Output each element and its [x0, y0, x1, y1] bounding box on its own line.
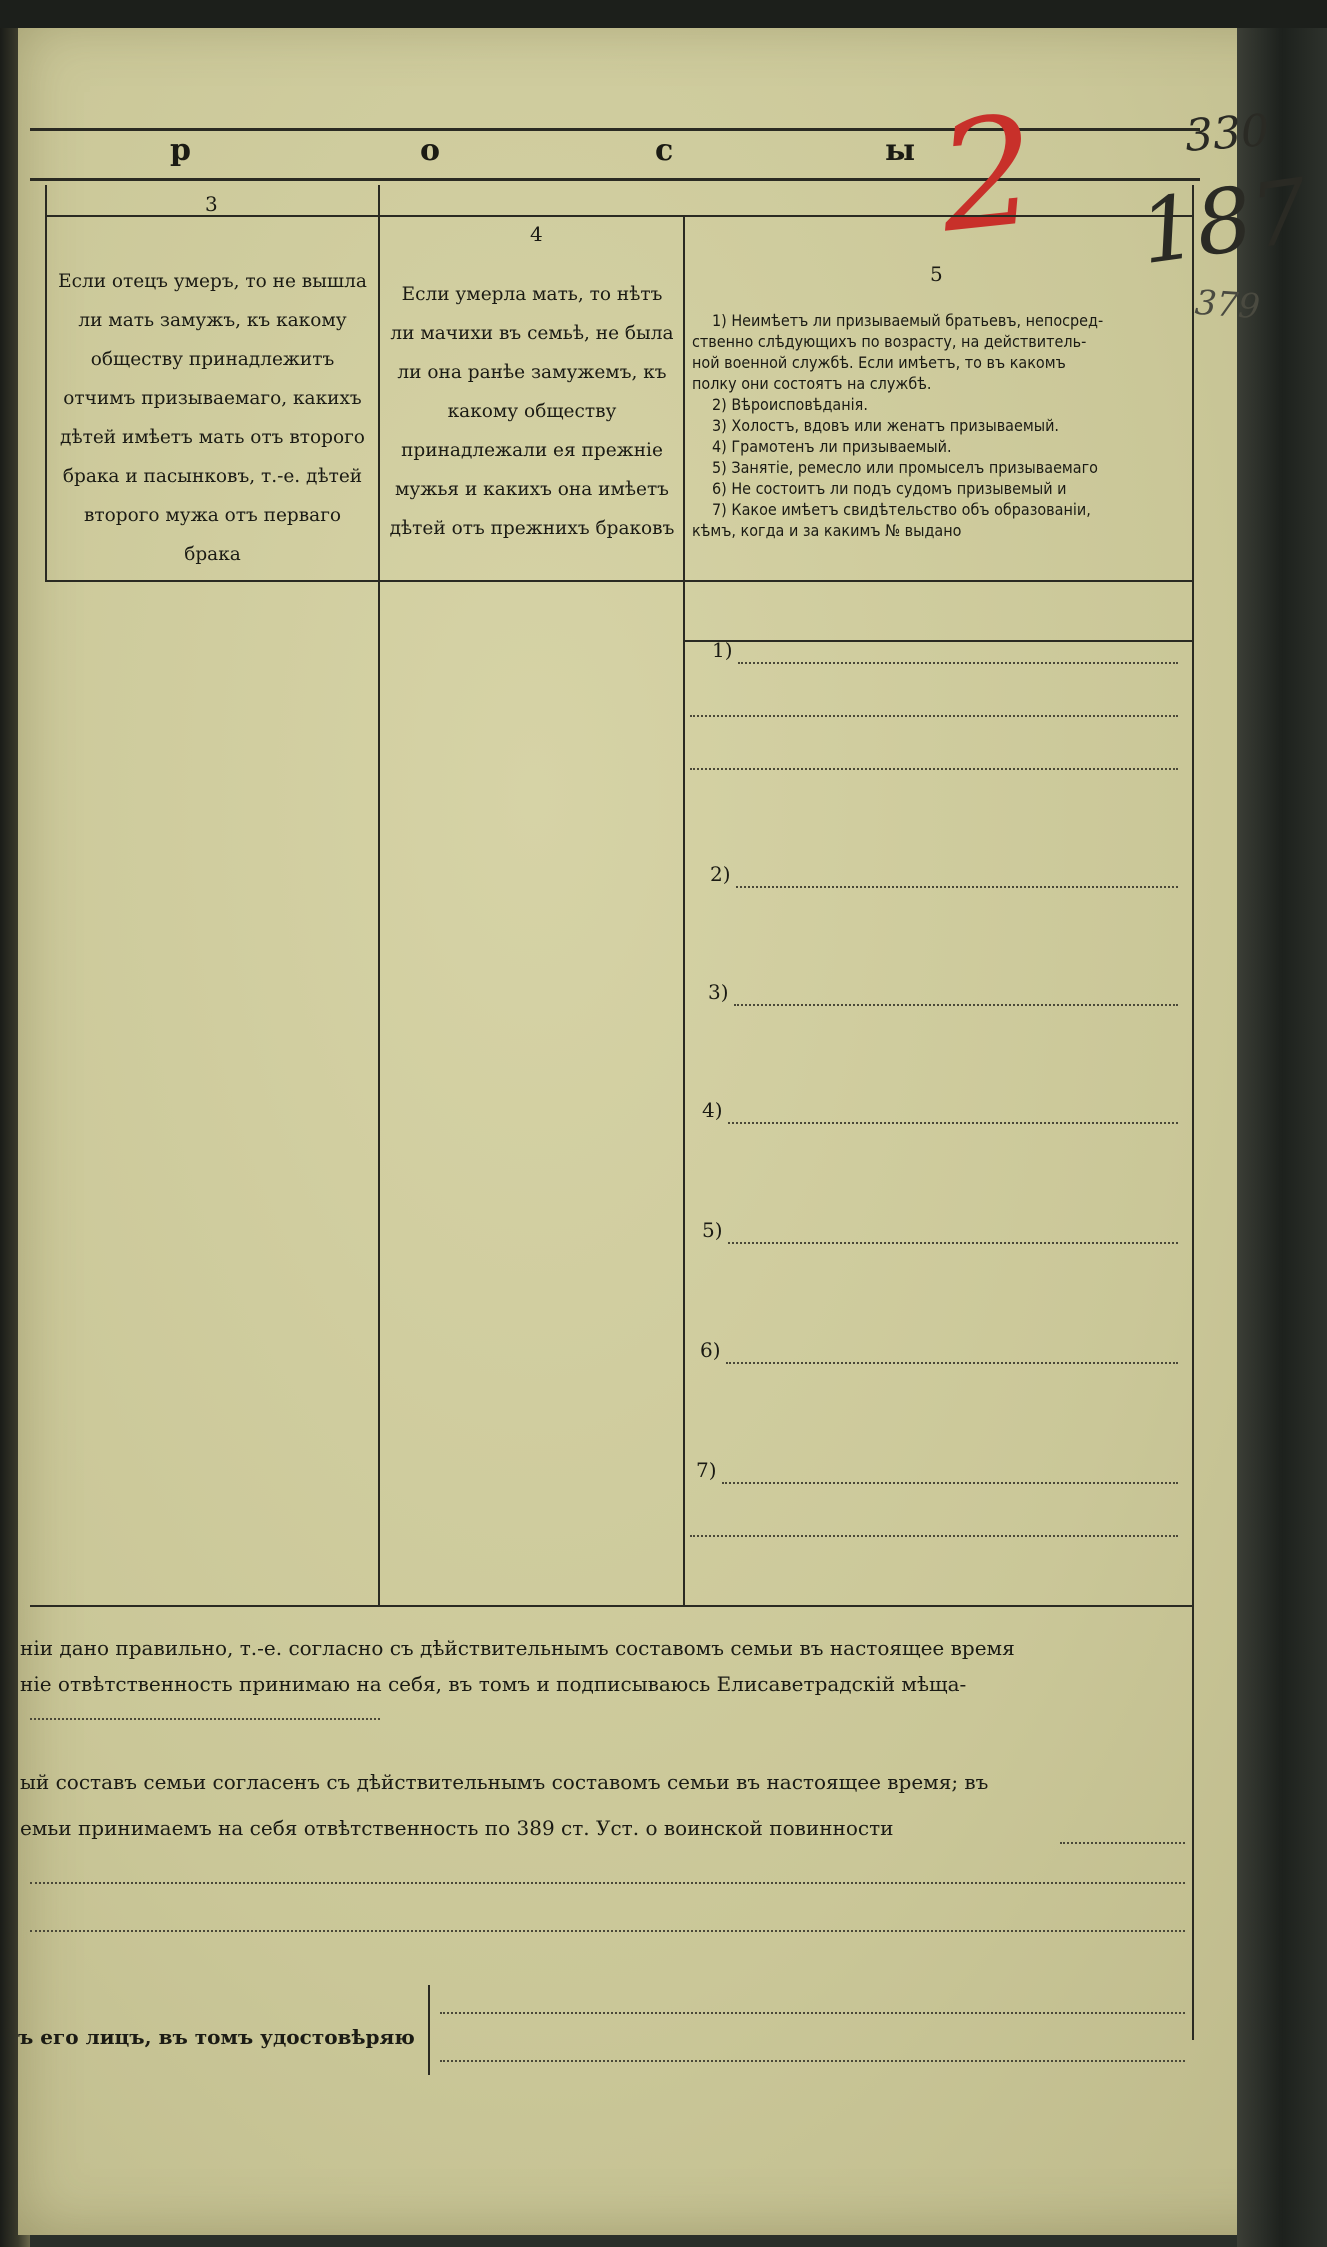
column-5-line: 5) Занятіе, ремесло или промыселъ призываемаго: [712, 458, 1098, 477]
column-5-line: кѣмъ, когда и за какимъ № выдано: [692, 521, 962, 540]
footer-signature-line-1[interactable]: [30, 1718, 380, 1720]
answer-item-4-line[interactable]: [728, 1122, 1178, 1124]
column-5-line: ной военной службѣ. Если имѣетъ, то въ какомъ: [692, 353, 1066, 372]
answer-item-1-line-3[interactable]: [690, 768, 1178, 770]
certification-text: ъ его лицъ, въ томъ удостовѣряю: [18, 2025, 415, 2049]
answer-item-5-label: 5): [702, 1218, 723, 1242]
column-number-3: 3: [205, 192, 218, 216]
page-edge-dark: [1237, 0, 1327, 2247]
answer-item-1-line-2[interactable]: [690, 715, 1178, 717]
column-5-line: 3) Холостъ, вдовъ или женатъ призываемый.: [712, 416, 1059, 435]
column-5-line: 6) Не состоитъ ли подъ судомъ призывемый и: [712, 479, 1067, 498]
footer-statement-line-1: ніи дано правильно, т.-е. согласно съ дѣйствительнымъ составомъ семьи въ настоящее время: [20, 1636, 1015, 1660]
column-divider-4-5: [683, 215, 685, 1605]
answer-item-7-label: 7): [696, 1458, 717, 1482]
certification-signature-line-1[interactable]: [440, 2012, 1185, 2014]
column-5-line: 2) Вѣроисповѣданія.: [712, 395, 868, 414]
pencil-number-mid: 187: [1133, 158, 1315, 285]
title-letter-4: ы: [885, 133, 918, 168]
column-5-line: 7) Какое имѣетъ свидѣтельство объ образованіи,: [712, 500, 1091, 519]
column-divider-3-4: [378, 185, 380, 1605]
answer-item-5-line[interactable]: [728, 1242, 1178, 1244]
column-3-header-text: Если отецъ умеръ, то не вышла ли мать замужъ, къ какому обществу принадлежитъ отчимъ призываемаго, какихъ дѣтей имѣетъ мать отъ второго брака и пасынковъ, т.-е. дѣтей второго мужа отъ перваго брака: [58, 271, 367, 565]
top-edge-dark: [0, 0, 1327, 28]
table-border-right: [1192, 185, 1194, 2040]
footer-fill-line-b[interactable]: [30, 1882, 1185, 1884]
pencil-number-side: 379: [1193, 282, 1262, 328]
footer-statement-line-4: емьи принимаемъ на себя отвѣтственность по 389 ст. Уст. о воинской повинности: [20, 1816, 894, 1840]
column-number-5: 5: [930, 262, 943, 286]
footer-statement-line-3: ый составъ семьи согласенъ съ дѣйствительнымъ составомъ семьи въ настоящее время; въ: [20, 1770, 989, 1794]
footer-fill-line-c[interactable]: [30, 1930, 1185, 1932]
pencil-number-top: 330: [1183, 105, 1271, 162]
title-letter-2: о: [420, 133, 443, 168]
answer-item-6-label: 6): [700, 1338, 721, 1362]
answer-item-1-line[interactable]: [738, 662, 1178, 664]
answer-item-1-label: 1): [712, 638, 733, 662]
certification-signature-line-2[interactable]: [440, 2060, 1185, 2062]
column-5-line: 1) Неимѣетъ ли призываемый братьевъ, непосред-: [712, 311, 1104, 330]
answer-item-4-label: 4): [702, 1098, 723, 1122]
answer-item-3-label: 3): [708, 980, 729, 1004]
column-5-line: ственно слѣдующихъ по возрасту, на действитель-: [692, 332, 1087, 351]
certification-divider: [428, 1985, 430, 2075]
answer-item-7-line-2[interactable]: [690, 1535, 1178, 1537]
answer-item-2-label: 2): [710, 862, 731, 886]
title-letter-3: с: [655, 133, 676, 168]
table-border-left: [45, 185, 47, 580]
column-number-4: 4: [530, 222, 543, 246]
column-header-rule: [45, 580, 1192, 582]
answer-item-7-line[interactable]: [722, 1482, 1178, 1484]
column-4-header-text: Если умерла мать, то нѣтъ ли мачихи въ семьѣ, не была ли она ранѣе замужемъ, къ какому обществу принадлежали ея прежніе мужья и какихъ она имѣетъ дѣтей отъ прежнихъ браковъ: [389, 284, 675, 539]
column-5-line: 4) Грамотенъ ли призываемый.: [712, 437, 952, 456]
answer-item-3-line[interactable]: [734, 1004, 1178, 1006]
footer-statement-line-2: ніе отвѣтственность принимаю на себя, въ томъ и подписываюсь Елисаветрадскій мѣща-: [20, 1672, 967, 1696]
answer-item-6-line[interactable]: [726, 1362, 1178, 1364]
column5-subheader-rule: [683, 640, 1192, 642]
title-letter-1: р: [170, 133, 193, 168]
column-5-header-text: [692, 310, 1187, 541]
column-5-line: полку они состоятъ на службѣ.: [692, 374, 932, 393]
red-handwritten-number: 2: [931, 83, 1045, 267]
footer-fill-line-a[interactable]: [1060, 1842, 1185, 1844]
table-bottom-rule: [30, 1605, 1192, 1607]
answer-item-2-line[interactable]: [736, 886, 1178, 888]
